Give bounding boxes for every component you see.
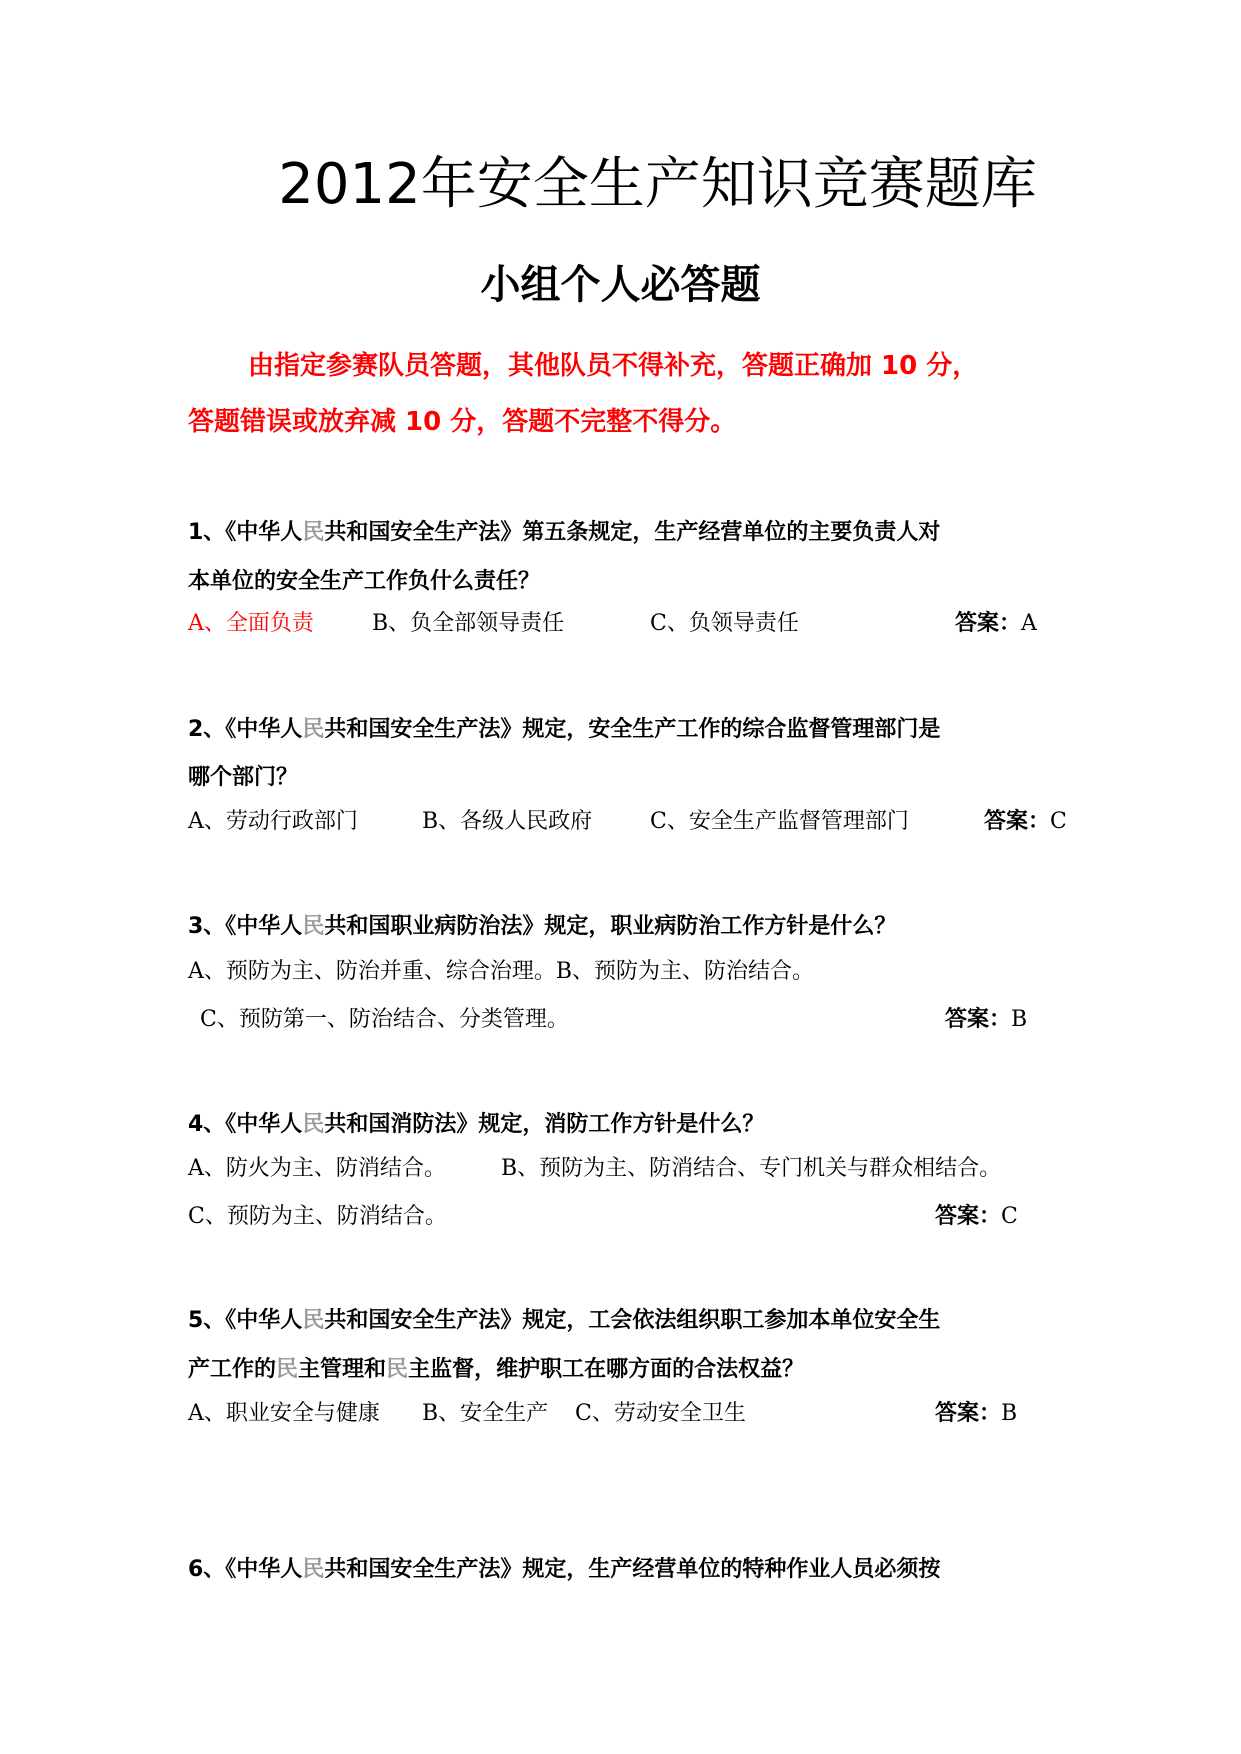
question-2-options <box>188 802 1088 842</box>
option-b: B、负全部领导责任 <box>372 611 565 636</box>
question-2-text-line2: 哪个部门？ <box>188 765 299 790</box>
question-5-answer: 答案：B <box>935 1401 1018 1426</box>
question-5-text: 5、《中华人民共和国安全生产法》规定，工会依法组织职工参加本单位安全生 <box>188 1308 941 1333</box>
option-a: A、职业安全与健康 <box>188 1401 380 1426</box>
question-2-answer: 答案：C <box>984 809 1067 834</box>
question-6-text: 6、《中华人民共和国安全生产法》规定，生产经营单位的特种作业人员必须按 <box>188 1557 941 1582</box>
question-5-text-line2: 产工作的民主管理和民主监督，维护职工在哪方面的合法权益？ <box>188 1357 805 1382</box>
rules-line-1: 由指定参赛队员答题，其他队员不得补充，答题正确加 10 分， <box>248 351 979 381</box>
question-4-text: 4、《中华人民共和国消防法》规定，消防工作方针是什么？ <box>188 1112 765 1137</box>
option-b: B、安全生产 <box>422 1401 549 1426</box>
option-c: C、安全生产监督管理部门 <box>650 809 909 834</box>
question-3-options-line2: C、预防第一、防治结合、分类管理。 <box>200 1007 569 1032</box>
question-4-options-line1 <box>188 1149 1088 1189</box>
option-c: C、劳动安全卫生 <box>575 1401 746 1426</box>
question-2-text: 2、《中华人民共和国安全生产法》规定，安全生产工作的综合监督管理部门是 <box>188 717 941 742</box>
page-title: 2012年安全生产知识竞赛题库 <box>278 152 1037 217</box>
question-3-options-line1: A、预防为主、防治并重、综合治理。B、预防为主、防治结合。 <box>188 959 815 984</box>
option-a: A、防火为主、防消结合。 <box>188 1156 446 1181</box>
option-a: A、劳动行政部门 <box>188 809 358 834</box>
option-b: B、预防为主、防消结合、专门机关与群众相结合。 <box>501 1156 1002 1181</box>
question-1-answer: 答案：A <box>955 611 1037 636</box>
question-3-text: 3、《中华人民共和国职业病防治法》规定，职业病防治工作方针是什么？ <box>188 914 897 939</box>
question-1-text: 1、《中华人民共和国安全生产法》第五条规定，生产经营单位的主要负责人对 <box>188 520 941 545</box>
question-4-options-line2: C、预防为主、防消结合。 <box>188 1204 447 1229</box>
question-1-options <box>188 604 1088 644</box>
option-a: A、全面负责 <box>188 611 314 636</box>
option-c: C、负领导责任 <box>650 611 799 636</box>
question-4-answer: 答案：C <box>935 1204 1018 1229</box>
question-1-text-line2: 本单位的安全生产工作负什么责任？ <box>188 569 541 594</box>
question-3-answer: 答案：B <box>945 1007 1028 1032</box>
rules-line-2: 答题错误或放弃减 10 分，答题不完整不得分。 <box>188 407 737 437</box>
option-b: B、各级人民政府 <box>422 809 593 834</box>
page-subtitle: 小组个人必答题 <box>480 262 761 308</box>
